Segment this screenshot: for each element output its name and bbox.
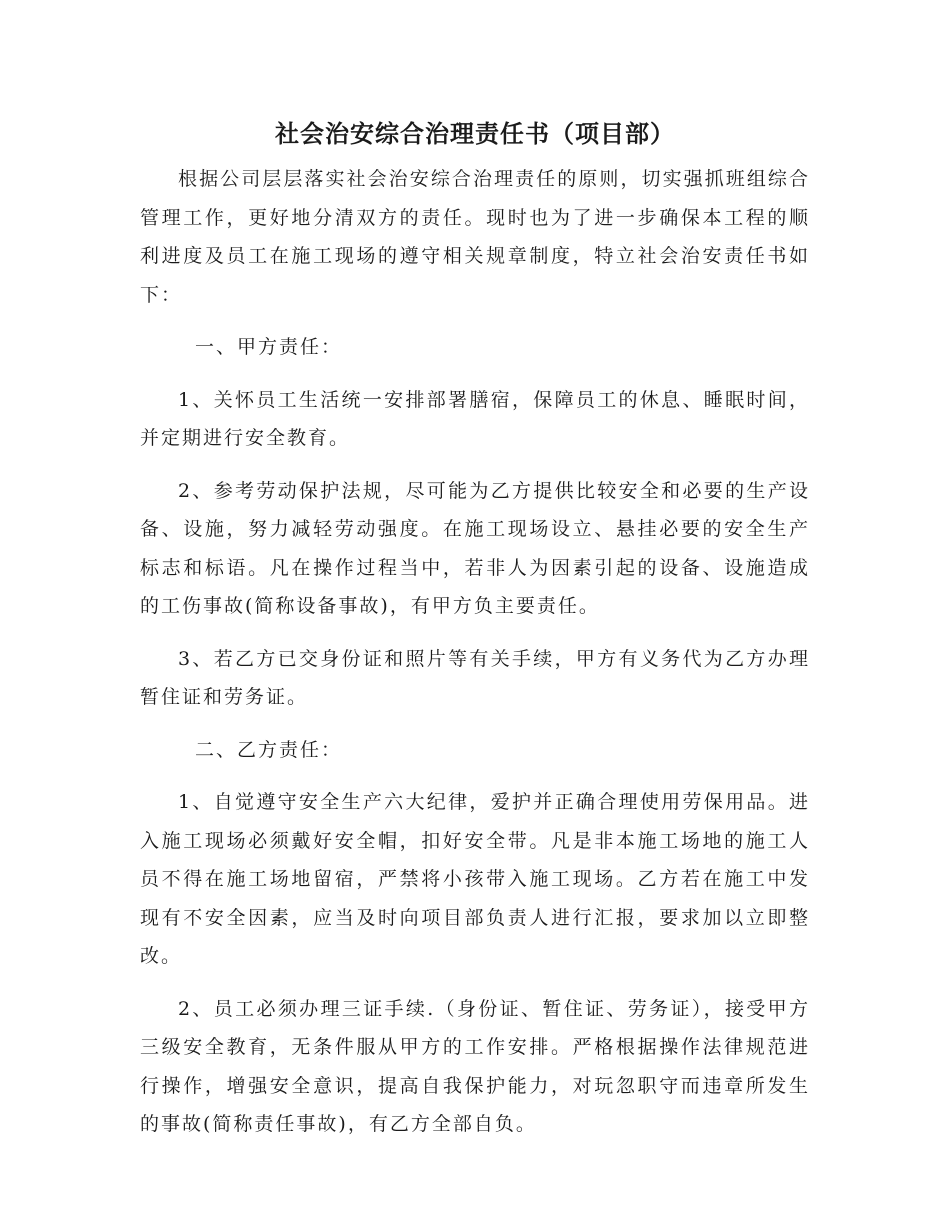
- party-a-clause-2: 2、参考劳动保护法规，尽可能为乙方提供比较安全和必要的生产设备、设施，努力减轻劳动强度。在施工现场设立、悬挂必要的安全生产标志和标语。凡在操作过程当中，若非人为因素引起的设备、设施造成的工伤事故(简称设备事故)，有甲方负主要责任。: [140, 479, 810, 617]
- intro-paragraph: 根据公司层层落实社会治安综合治理责任的原则，切实强抓班组综合管理工作，更好地分清双方的责任。现时也为了进一步确保本工程的顺利进度及员工在施工现场的遵守相关规章制度，特立社会治安责任书如下：: [140, 168, 810, 306]
- document-title: 社会治安综合治理责任书（项目部）: [275, 119, 675, 148]
- section-heading-party-a: 一、甲方责任：: [195, 336, 343, 358]
- party-b-clause-2: 2、员工必须办理三证手续.（身份证、暂住证、劳务证），接受甲方三级安全教育，无条件服从甲方的工作安排。严格根据操作法律规范进行操作，增强安全意识，提高自我保护能力，对玩忽职守而违章所发生的事故(简称责任事故)，有乙方全部自负。: [140, 997, 810, 1135]
- party-a-clause-3: 3、若乙方已交身份证和照片等有关手续，甲方有义务代为乙方办理暂住证和劳务证。: [140, 647, 810, 708]
- document-page: [140, 112, 810, 1144]
- section-heading-party-b: 二、乙方责任：: [195, 738, 343, 761]
- party-a-clause-1: 1、关怀员工生活统一安排部署膳宿，保障员工的休息、睡眠时间，并定期进行安全教育。: [140, 388, 810, 449]
- party-b-clause-1: 1、自觉遵守安全生产六大纪律，爱护并正确合理使用劳保用品。进入施工现场必须戴好安全帽，扣好安全带。凡是非本施工场地的施工人员不得在施工场地留宿，严禁将小孩带入施工现场。乙方若在施工中发现有不安全因素，应当及时向项目部负责人进行汇报，要求加以立即整改。: [140, 791, 810, 967]
